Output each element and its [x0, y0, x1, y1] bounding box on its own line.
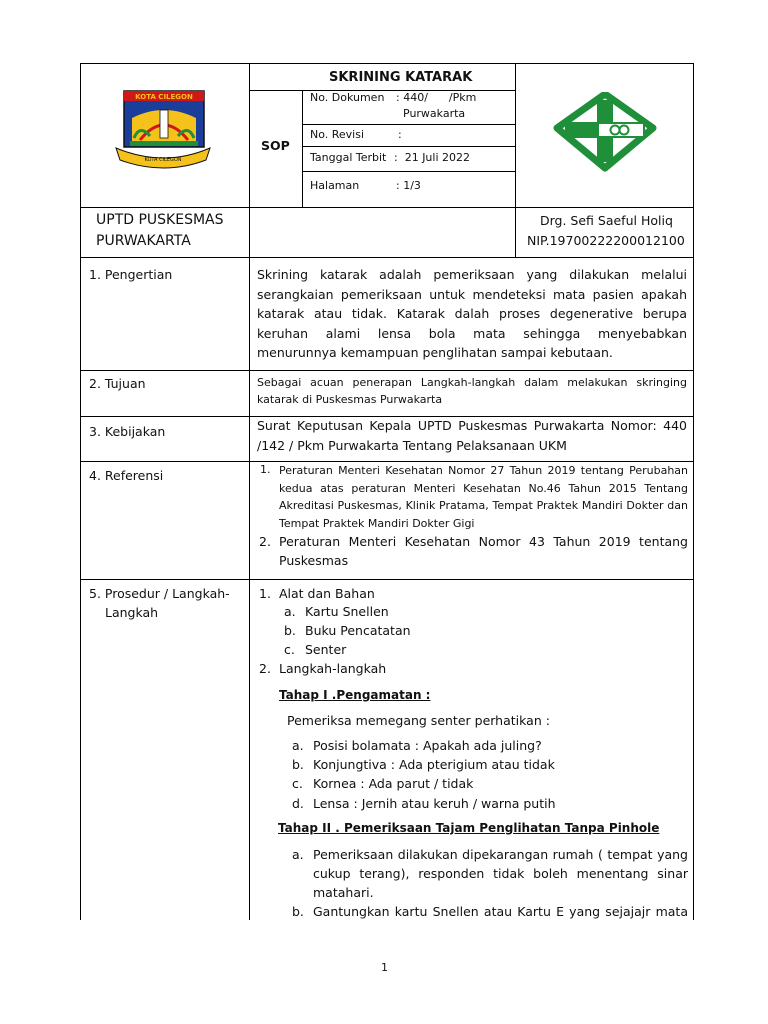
referensi-item-1-num: 1.: [260, 463, 271, 476]
alat-num: 1.: [259, 586, 271, 601]
tahap1-item-b-letter: b.: [292, 757, 304, 772]
referensi-item-1-text: Peraturan Menteri Kesehatan Nomor 27 Tahun 2019 tentang Perubahan kedua atas peraturan Menteri Kesehatan No.46 Tahun 2015 Tentang Akreditasi Puskesmas, Klinik Pratama, Tempat Praktek Mandiri Dokter dan Tempat Praktek Mandiri Dokter Gigi: [279, 464, 688, 530]
kebijakan-text: Surat Keputusan Kepala UPTD Puskesmas Purwakarta Nomor: 440 /142 / Pkm Purwakarta Tentang Pelaksanaan UKM: [257, 418, 687, 453]
tujuan-text: Sebagai acuan penerapan Langkah-langkah dalam melakukan skringing katarak di Puskesmas Purwakarta: [257, 376, 687, 406]
tahap2-item-b-letter: b.: [292, 904, 304, 919]
page-number: 1: [381, 961, 388, 974]
halaman-value: : 1/3: [396, 179, 421, 192]
tahap2-item-b-text: Gantungkan kartu Snellen atau Kartu E yang sejajajr mata: [313, 904, 688, 919]
tanggal-terbit-value: : 21 Juli 2022: [394, 151, 471, 164]
referensi-item-2-text: Peraturan Menteri Kesehatan Nomor 43 Tahun 2019 tentang Puskesmas: [279, 534, 688, 568]
no-revisi-label: No. Revisi: [310, 128, 365, 141]
city-emblem-logo: [110, 88, 216, 172]
tahap1-item-a-letter: a.: [292, 738, 304, 753]
tahap2-item-a-text: Pemeriksaan dilakukan dipekarangan rumah ( tempat yang cukup terang), responden tidak boleh menentang sinar matahari.: [313, 847, 688, 900]
alat-item-a-text: Kartu Snellen: [305, 604, 389, 619]
no-revisi-value: :: [398, 128, 402, 141]
alat-item-a-letter: a.: [284, 604, 296, 619]
tahap1-item-d-letter: d.: [292, 796, 304, 811]
tahap1-item-b-text: Konjungtiva : Ada pterigium atau tidak: [313, 757, 555, 772]
prosedur-label-line2: Langkah: [105, 605, 159, 620]
referensi-item-2-num: 2.: [259, 534, 271, 549]
org-name-line1: UPTD PUSKESMAS: [96, 212, 224, 228]
tahap1-intro: Pemeriksa memegang senter perhatikan :: [287, 713, 550, 728]
tanggal-terbit-label: Tanggal Terbit: [310, 151, 387, 164]
signer-nip: NIP.19700222200012100: [527, 233, 685, 248]
tujuan-label: 2. Tujuan: [89, 376, 146, 391]
no-dokumen-label: No. Dokumen: [310, 91, 385, 104]
tahap2-title: Tahap II . Pemeriksaan Tajam Penglihatan Tanpa Pinhole: [278, 821, 660, 835]
pengertian-label: 1. Pengertian: [89, 267, 173, 282]
alat-title: Alat dan Bahan: [279, 586, 375, 601]
sop-label: SOP: [261, 138, 290, 153]
org-name-line2: PURWAKARTA: [96, 233, 191, 249]
langkah-num: 2.: [259, 661, 271, 676]
tahap1-item-c-text: Kornea : Ada parut / tidak: [313, 776, 474, 791]
signer-name: Drg. Sefi Saeful Holiq: [540, 213, 673, 228]
referensi-label: 4. Referensi: [89, 468, 164, 483]
tahap1-title: Tahap I .Pengamatan :: [279, 688, 431, 702]
langkah-title: Langkah-langkah: [279, 661, 387, 676]
pengertian-text: Skrining katarak adalah pemeriksaan yang dilakukan melalui serangkaian pemeriksaan untuk mendeteksi mata pasien apakah katarak atau tidak. Katarak dalah proses degenerative berupa keruhan alami lensa bola mata sehingga menyebabkan menurunnya kemampuan penglihatan sampai kebutaan.: [257, 267, 687, 360]
tahap1-item-c-letter: c.: [292, 776, 303, 791]
tahap1-item-d-text: Lensa : Jernih atau keruh / warna putih: [313, 796, 556, 811]
kebijakan-label: 3. Kebijakan: [89, 424, 166, 439]
no-dokumen-value-line2: Purwakarta: [403, 107, 466, 120]
alat-item-c-letter: c.: [284, 642, 295, 657]
logo-title-text: KOTA CILEGON: [135, 93, 193, 101]
alat-item-b-text: Buku Pencatatan: [305, 623, 411, 638]
alat-item-c-text: Senter: [305, 642, 347, 657]
puskesmas-logo-icon: [553, 92, 657, 172]
tahap2-item-a-letter: a.: [292, 847, 304, 862]
logo-motto-text: KOTA CILEGON: [144, 157, 182, 163]
document-title: SKRINING KATARAK: [329, 70, 473, 85]
prosedur-label-line1: 5. Prosedur / Langkah-: [89, 586, 230, 601]
alat-item-b-letter: b.: [284, 623, 296, 638]
no-dokumen-value: : 440/ /Pkm: [396, 91, 477, 104]
halaman-label: Halaman: [310, 179, 360, 192]
tahap1-item-a-text: Posisi bolamata : Apakah ada juling?: [313, 738, 542, 753]
